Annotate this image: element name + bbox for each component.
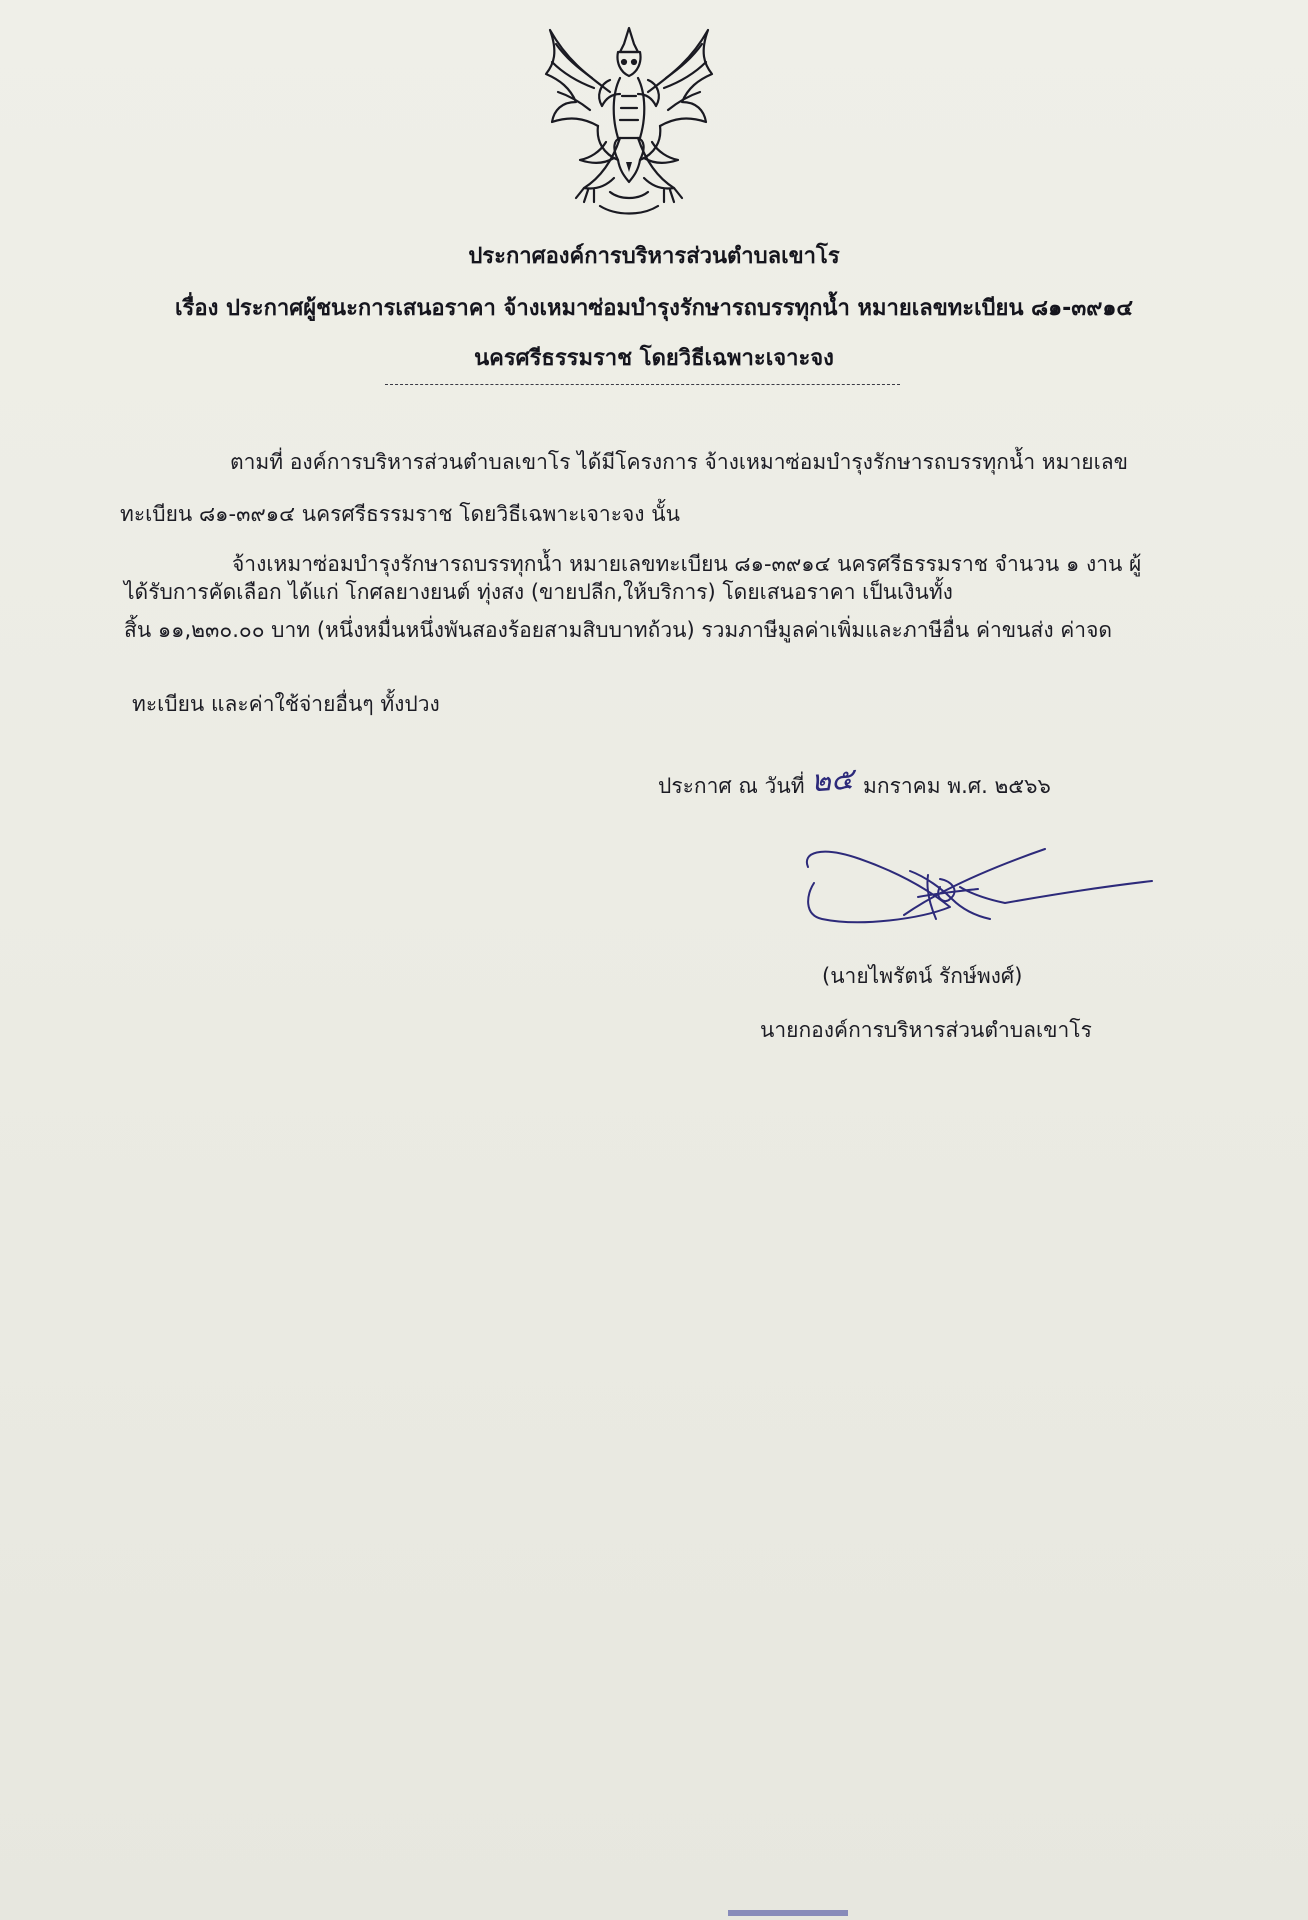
signatory-name: (นายไพรัตน์ รักษ์พงศ์) [822,964,1023,988]
handwritten-signature [800,835,1160,945]
date-suffix: มกราคม พ.ศ. ๒๕๖๖ [863,774,1051,798]
signatory-title: นายกองค์การบริหารส่วนตำบลเขาโร [760,1018,1092,1042]
announcement-date [658,760,1051,807]
paragraph2-line2: ได้รับการคัดเลือก ได้แก่ โกศลยางยนต์ ทุ่งสง (ขายปลีก,ให้บริการ) โดยเสนอราคา เป็นเงินทั้ง [124,580,953,604]
paragraph1-line2: ทะเบียน ๘๑-๓๙๑๔ นครศรีธรรมราช โดยวิธีเฉพาะเจาะจง นั้น [120,502,680,526]
heading-divider [385,384,900,385]
bottom-edge-mark [728,1910,848,1916]
announcement-subject: เรื่อง ประกาศผู้ชนะการเสนอราคา จ้างเหมาซ่อมบำรุงรักษารถบรรทุกน้ำ หมายเลขทะเบียน ๘๑-๓๙๑๔ [175,296,1133,321]
paragraph2-line4: ทะเบียน และค่าใช้จ่ายอื่นๆ ทั้งปวง [132,692,440,716]
date-prefix: ประกาศ ณ วันที่ [658,774,805,798]
announcement-title: ประกาศองค์การบริหารส่วนตำบลเขาโร [468,244,840,269]
paragraph1-line1: ตามที่ องค์การบริหารส่วนตำบลเขาโร ได้มีโครงการ จ้างเหมาซ่อมบำรุงรักษารถบรรทุกน้ำ หมายเลข [230,450,1128,474]
paragraph2-line1: จ้างเหมาซ่อมบำรุงรักษารถบรรทุกน้ำ หมายเลขทะเบียน ๘๑-๓๙๑๔ นครศรีธรรมราช จำนวน ๑ งาน ผู้ [232,552,1142,576]
paragraph2-line3: สิ้น ๑๑,๒๓๐.๐๐ บาท (หนึ่งหมื่นหนึ่งพันสองร้อยสามสิบบาทถ้วน) รวมภาษีมูลค่าเพิ่มและภาษีอื่น ค่าขนส่ง ค่าจด [124,618,1113,642]
date-day-handwritten: ๒๕ [809,761,855,800]
announcement-subject-continued: นครศรีธรรมราช โดยวิธีเฉพาะเจาะจง [474,346,834,371]
garuda-emblem-icon [540,22,718,222]
